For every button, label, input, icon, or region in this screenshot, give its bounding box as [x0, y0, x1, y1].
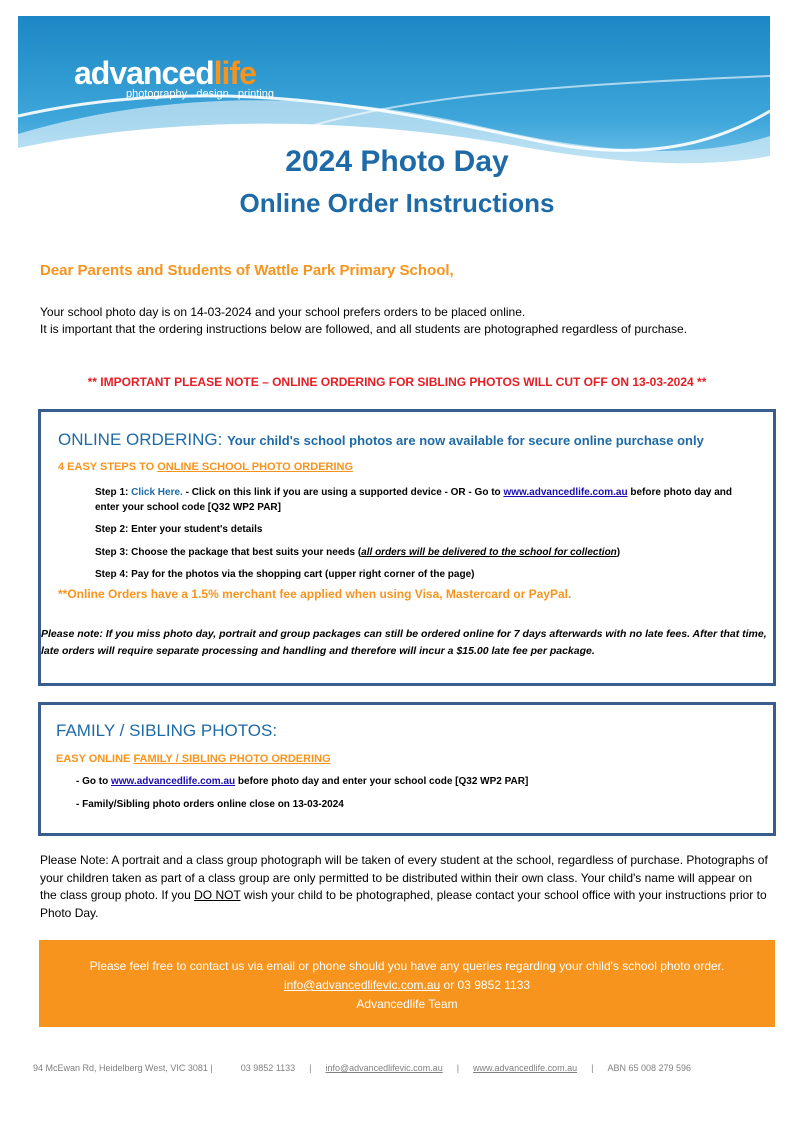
greeting: Dear Parents and Students of Wattle Park Primary School, [40, 262, 454, 279]
footer: 94 McEwan Rd, Heidelberg West, VIC 3081 | 03 9852 1133 | info@advancedlifevic.com.au | www.advancedlife.com.au | ABN 65 008 279 596 [33, 1063, 692, 1073]
advancedlife-logo: advancedlife photography . design . printing [74, 55, 274, 100]
intro-text: Your school photo day is on 14-03-2024 and your school prefers orders to be placed online. It is important that the ordering instructions below are followed, and all students are photographed regardless of purchase. [40, 305, 688, 336]
family-sibling-box [38, 702, 776, 836]
click-here-link[interactable]: Click Here. [131, 487, 183, 498]
step-1: Step 1: Click Here. - Click on this link if you are using a supported device - OR - Go to www.advancedlife.com.au before photo day and enter your school code [Q32 WP2 PAR] [95, 487, 733, 513]
footer-website-link[interactable]: www.advancedlife.com.au [473, 1063, 578, 1073]
family-heading: FAMILY / SIBLING PHOTOS: [56, 721, 278, 740]
website-link[interactable]: www.advancedlife.com.au [503, 487, 628, 498]
family-item-1: - Go to www.advancedlife.com.au before photo day and enter your school code [Q32 WP2 PAR] [76, 776, 529, 787]
please-note-paragraph: Please Note: A portrait and a class group photograph will be taken of every student at the school, regardless of purchase. Photographs of your children taken as part of a class group are only permitted to be distributed within their own class. Your child's name will appear on the class group photo. If you DO NOT wish your child to be photographed, please contact your school office with your instructions prior to Photo Day. [40, 853, 768, 920]
step-2: Step 2: Enter your student's details [95, 524, 263, 535]
step-3: Step 3: Choose the package that best suits your needs (all orders will be delivered to the school for collection) [95, 547, 621, 558]
page-title: 2024 Photo Day [285, 145, 509, 178]
important-notice: ** IMPORTANT PLEASE NOTE – ONLINE ORDERING FOR SIBLING PHOTOS WILL CUT OFF ON 13-03-2024 ** [87, 375, 707, 389]
merchant-fee-note: **Online Orders have a 1.5% merchant fee applied when using Visa, Mastercard or PayPal. [58, 587, 572, 601]
family-item-2: - Family/Sibling photo orders online close on 13-03-2024 [76, 799, 344, 810]
online-ordering-box [38, 409, 776, 686]
steps-title: 4 EASY STEPS TO ONLINE SCHOOL PHOTO ORDERING [58, 461, 354, 473]
contact-banner: Please feel free to contact us via email or phone should you have any queries regarding your child's school photo order. info@advancedlifevic.com.au or 03 9852 1133 Advancedlife Team [39, 940, 775, 1027]
late-order-note: Please note: If you miss photo day, portrait and group packages can still be ordered online for 7 days afterwards with no late fees. After that time, late orders will require separate processing and handling and therefore will incur a $15.00 late fee per package. [41, 628, 767, 657]
family-website-link[interactable]: www.advancedlife.com.au [111, 776, 236, 787]
footer-email-link[interactable]: info@advancedlifevic.com.au [325, 1063, 443, 1073]
online-ordering-heading: ONLINE ORDERING: Your child's school photos are now available for secure online purchase only [58, 430, 704, 449]
step-4: Step 4: Pay for the photos via the shopping cart (upper right corner of the page) [95, 569, 475, 580]
family-steps-title: EASY ONLINE FAMILY / SIBLING PHOTO ORDERING [56, 753, 331, 765]
contact-email-link[interactable]: info@advancedlifevic.com.au [283, 978, 441, 992]
page-subtitle: Online Order Instructions [239, 188, 555, 218]
